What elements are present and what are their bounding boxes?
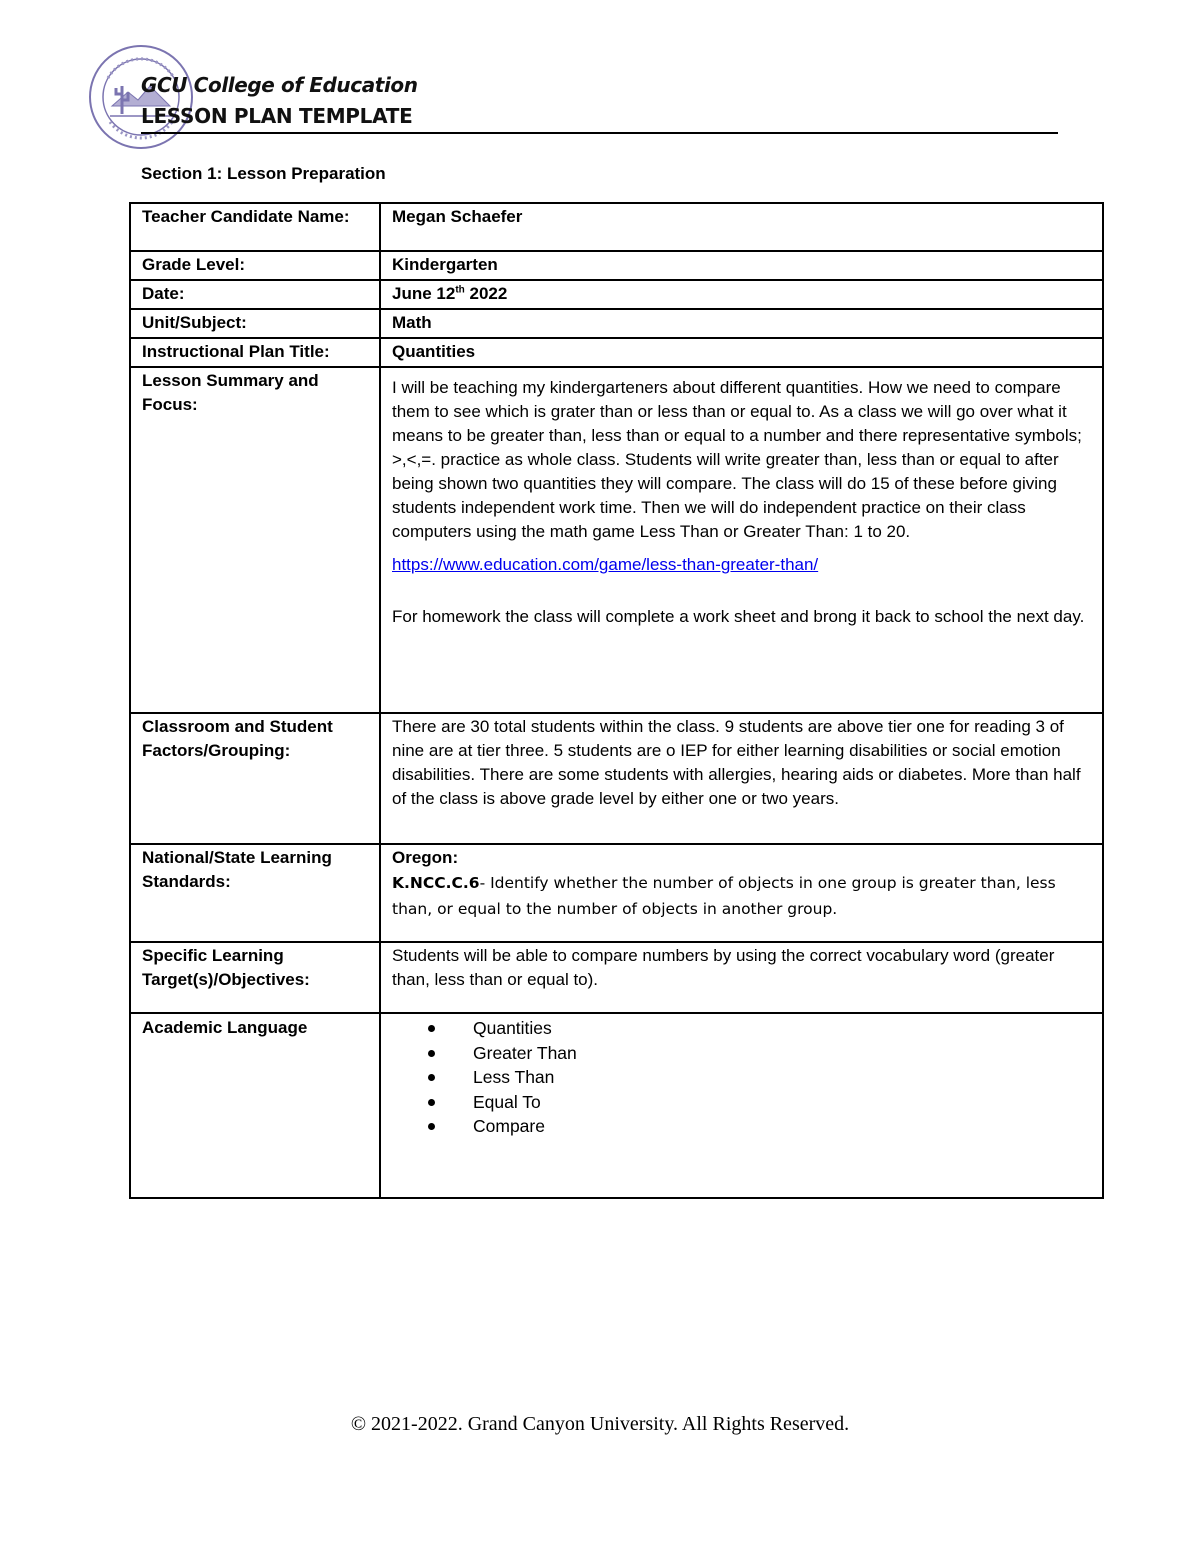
bullet-icon bbox=[428, 1050, 435, 1057]
grade-label: Grade Level: bbox=[130, 251, 380, 280]
standards-value bbox=[380, 844, 1103, 942]
date-value bbox=[380, 280, 1103, 309]
term-text: Quantities bbox=[473, 1018, 552, 1038]
unit-label: Unit/Subject: bbox=[130, 309, 380, 338]
row-unit-subject bbox=[130, 309, 1103, 338]
factors-value: There are 30 total students within the class. 9 students are above tier one for reading 3 of nine are at tier three. 5 students are o IEP for either learning disabilities or social emotion disabilities. There are some students with allergies, hearing aids or diabetes. More than half of the class is above grade level by either one or two years. bbox=[380, 713, 1103, 844]
bullet-icon bbox=[428, 1123, 435, 1130]
row-learning-standards bbox=[130, 844, 1103, 942]
list-item bbox=[428, 1090, 1092, 1115]
list-item bbox=[428, 1041, 1092, 1066]
term-text: Greater Than bbox=[473, 1042, 577, 1063]
term-text: Less Than bbox=[473, 1067, 555, 1087]
standards-state: Oregon: bbox=[392, 848, 459, 867]
date-label: Date: bbox=[130, 280, 380, 309]
standard-description: - Identify whether the number of objects in one group is greater than, less than, or equal to the number of objects in another group. bbox=[392, 874, 1056, 918]
summary-label: Lesson Summary and Focus: bbox=[130, 367, 380, 713]
list-item bbox=[428, 1065, 1092, 1090]
row-teacher-candidate bbox=[130, 203, 1103, 251]
college-name: GCU College of Education bbox=[141, 73, 418, 97]
template-title: LESSON PLAN TEMPLATE bbox=[141, 104, 413, 128]
academic-value bbox=[380, 1013, 1103, 1198]
standard-code: K.NCC.C.6 bbox=[392, 874, 480, 892]
teacher-label: Teacher Candidate Name: bbox=[130, 203, 380, 251]
standards-label: National/State Learning Standards: bbox=[130, 844, 380, 942]
bullet-icon bbox=[428, 1025, 435, 1032]
row-classroom-factors bbox=[130, 713, 1103, 844]
copyright-footer: © 2021-2022. Grand Canyon University. All Rights Reserved. bbox=[350, 1413, 850, 1435]
game-link[interactable]: https://www.education.com/game/less-than-greater-than/ bbox=[392, 555, 819, 574]
homework-paragraph: For homework the class will complete a work sheet and brong it back to school the next day. bbox=[392, 607, 1085, 626]
plan-title-label: Instructional Plan Title: bbox=[130, 338, 380, 367]
bullet-icon bbox=[428, 1074, 435, 1081]
academic-terms-list bbox=[392, 1016, 1092, 1139]
factors-label: Classroom and Student Factors/Grouping: bbox=[130, 713, 380, 844]
unit-value: Math bbox=[380, 309, 1103, 338]
grade-value: Kindergarten bbox=[380, 251, 1103, 280]
academic-label: Academic Language bbox=[130, 1013, 380, 1198]
standards-text bbox=[392, 870, 1092, 922]
term-text: Equal To bbox=[473, 1091, 541, 1112]
date-day: June 12 bbox=[392, 284, 456, 303]
bullet-icon bbox=[428, 1099, 435, 1106]
list-item bbox=[428, 1114, 1092, 1139]
list-item bbox=[428, 1016, 1092, 1041]
term-text: Compare bbox=[473, 1116, 545, 1136]
row-plan-title bbox=[130, 338, 1103, 367]
header-divider bbox=[141, 132, 1058, 134]
section-title: Section 1: Lesson Preparation bbox=[141, 164, 386, 183]
row-grade-level bbox=[130, 251, 1103, 280]
summary-value bbox=[380, 367, 1103, 713]
gcu-seal-logo bbox=[88, 44, 194, 150]
row-academic-language bbox=[130, 1013, 1103, 1198]
teacher-value: Megan Schaefer bbox=[380, 203, 1103, 251]
row-objectives bbox=[130, 942, 1103, 1013]
date-suffix: th bbox=[455, 284, 465, 296]
date-year: 2022 bbox=[464, 284, 508, 303]
objectives-value: Students will be able to compare numbers by using the correct vocabulary word (greater than, less than or equal to). bbox=[380, 942, 1103, 1013]
row-date bbox=[130, 280, 1103, 309]
plan-title-value: Quantities bbox=[380, 338, 1103, 367]
summary-paragraph: I will be teaching my kindergarteners about different quantities. How we need to compare them to see which is grater than or less than or equal to. As a class we will go over what it means to be greater than, less than or equal to a number and there representative symbols; >,<,=. practice as whole class. Students will write greater than, less than or equal to after being shown two quantities they will compare. The class will do 15 of these before giving students independent work time. Then we will do independent practice on their class computers using the math game Less Than or Greater Than: 1 to 20. bbox=[392, 378, 1082, 541]
row-lesson-summary bbox=[130, 367, 1103, 713]
lesson-plan-table bbox=[129, 202, 1104, 1199]
objectives-label: Specific Learning Target(s)/Objectives: bbox=[130, 942, 380, 1013]
